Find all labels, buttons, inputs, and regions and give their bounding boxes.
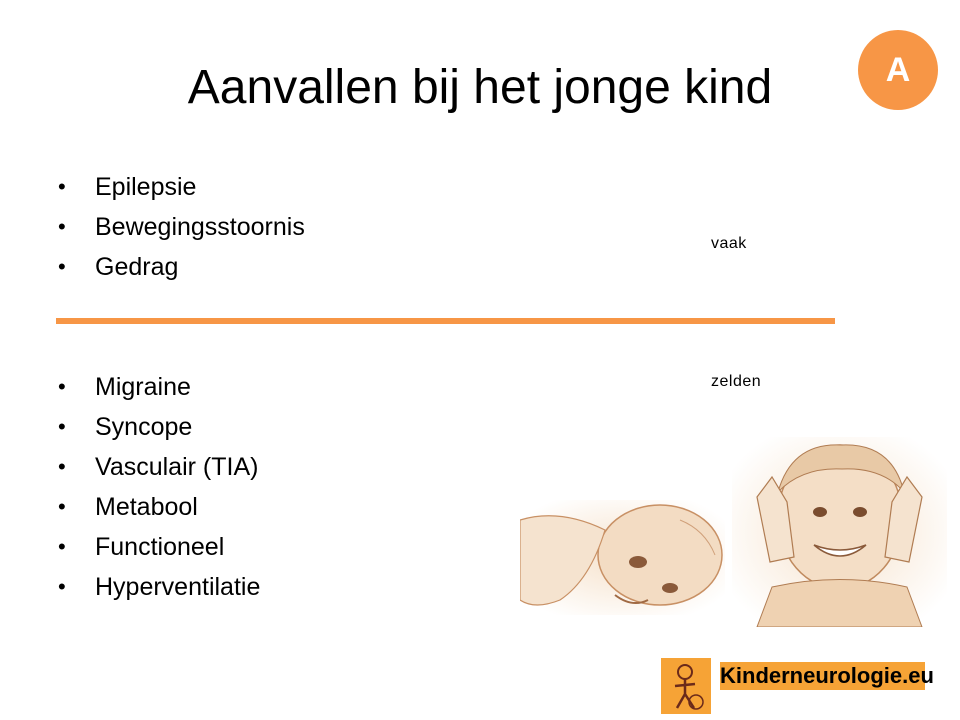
bullet-icon: • (58, 374, 66, 399)
list-item (58, 367, 260, 407)
list-item (58, 247, 305, 287)
bullet-icon: • (58, 454, 66, 479)
list-item-text: Hyperventilatie (95, 573, 261, 601)
slide-title: Aanvallen bij het jonge kind (187, 61, 773, 114)
list-item (58, 447, 260, 487)
list-item (58, 487, 260, 527)
list-item (58, 207, 305, 247)
section-badge: A (858, 30, 938, 110)
bullet-icon: • (58, 174, 66, 199)
rare-list (58, 367, 260, 607)
child-illustration (732, 437, 947, 627)
list-item-text: Gedrag (95, 253, 179, 281)
logo-child-icon (661, 658, 711, 714)
divider-line (56, 318, 835, 324)
bullet-icon: • (58, 254, 66, 279)
baby-illustration (520, 500, 725, 615)
frequency-note-frequent: vaak (711, 235, 747, 252)
bullet-icon: • (58, 574, 66, 599)
list-item (58, 407, 260, 447)
logo (661, 658, 934, 714)
logo-text: Kinderneurologie.eu (720, 663, 934, 688)
list-item-text: Bewegingsstoornis (95, 213, 305, 241)
list-item-text: Migraine (95, 373, 191, 401)
list-item (58, 527, 260, 567)
frequency-note-rare: zelden (711, 373, 762, 390)
list-item (58, 567, 260, 607)
list-item-text: Syncope (95, 413, 193, 441)
bullet-icon: • (58, 534, 66, 559)
list-item-text: Metabool (95, 493, 198, 521)
list-item-text: Functioneel (95, 533, 225, 561)
frequent-list (58, 167, 305, 287)
bullet-icon: • (58, 214, 66, 239)
list-item-text: Epilepsie (95, 173, 197, 201)
bullet-icon: • (58, 494, 66, 519)
list-item (58, 167, 305, 207)
list-item-text: Vasculair (TIA) (95, 453, 259, 481)
bullet-icon: • (58, 414, 66, 439)
